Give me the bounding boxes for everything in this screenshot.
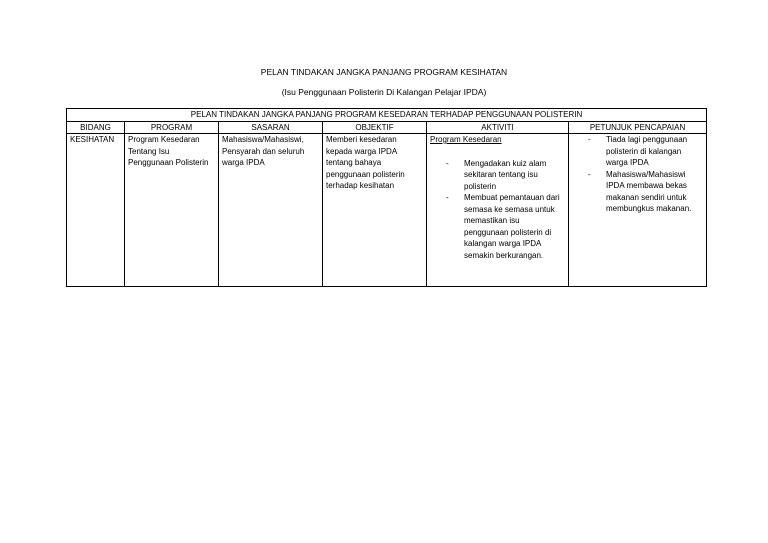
list-item: - Tiada lagi penggunaan polisterin di kalangan warga IPDA (572, 134, 703, 169)
table-header-row (67, 121, 707, 134)
document-subtitle: (Isu Penggunaan Polisterin Di Kalangan Pelajar IPDA) (281, 87, 487, 97)
aktiviti-heading: Program Kesedaran (430, 135, 502, 144)
header-petunjuk: PETUNJUK PENCAPAIAN (569, 121, 707, 134)
document-title: PELAN TINDAKAN JANGKA PANJANG PROGRAM KESIHATAN (260, 67, 508, 77)
cell-petunjuk (569, 134, 707, 287)
table-banner-row (67, 109, 707, 122)
list-item: - Mengadakan kuiz alam sekitaran tentang isu polisterin (430, 158, 565, 193)
cell-bidang: KESIHATAN (67, 134, 125, 287)
cell-objektif: Memberi kesedaran kepada warga IPDA tentang bahaya penggunaan polisterin terhadap kesihatan (323, 134, 427, 287)
list-item: - Membuat pemantauan dari semasa ke semasa untuk memastikan isu penggunaan polisterin di kalangan warga IPDA semakin berkurangan. (430, 192, 565, 261)
cell-sasaran: Mahasiswa/Mahasiswi, Pensyarah dan seluruh warga IPDA (219, 134, 323, 287)
petunjuk-list (572, 134, 703, 215)
table-row (67, 134, 707, 287)
list-item: - Mahasiswa/Mahasiswi IPDA membawa bekas makanan sendiri untuk membungkus makanan. (572, 169, 703, 215)
action-plan-table (66, 108, 707, 287)
header-objektif: OBJEKTIF (323, 121, 427, 134)
header-program: PROGRAM (125, 121, 219, 134)
header-sasaran: SASARAN (219, 121, 323, 134)
header-aktiviti: AKTIVITI (427, 121, 569, 134)
header-bidang: BIDANG (67, 121, 125, 134)
cell-program: Program Kesedaran Tentang Isu Penggunaan Polisterin (125, 134, 219, 287)
table-banner: PELAN TINDAKAN JANGKA PANJANG PROGRAM KESEDARAN TERHADAP PENGGUNAAN POLISTERIN (67, 109, 707, 122)
aktiviti-list (430, 158, 565, 262)
cell-aktiviti (427, 134, 569, 287)
